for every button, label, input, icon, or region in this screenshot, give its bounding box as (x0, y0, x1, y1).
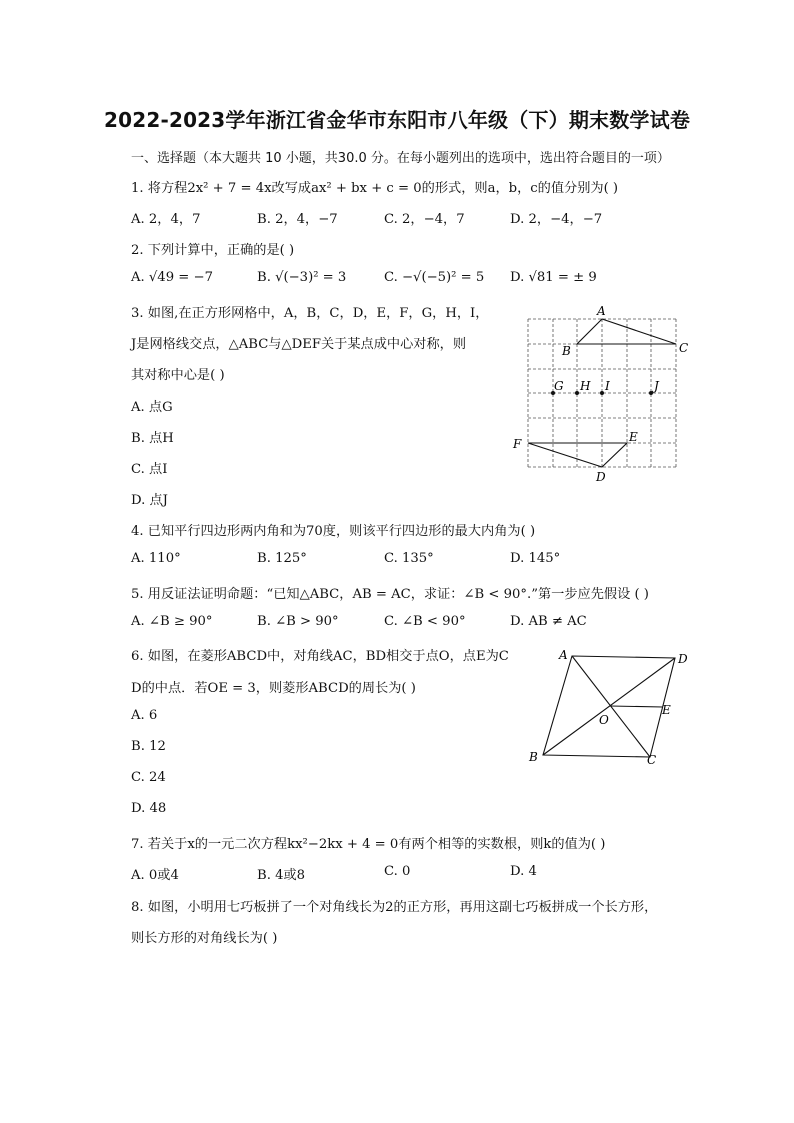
question-3-option-c[interactable]: C. 点I (131, 462, 168, 477)
question-8-line-1: 8. 如图，小明用七巧板拼了一个对角线长为2的正方形，再用这副七巧板拼成一个长方形， (131, 900, 658, 915)
question-2-option-d[interactable]: D. √81 = ± 9 (510, 270, 597, 285)
question-3-grid-figure (508, 302, 688, 486)
question-3-line-1: 3. 如图,在正方形网格中，A，B，C，D，E，F，G，H，I， (131, 306, 489, 321)
question-6-line-1: 6. 如图，在菱形ABCD中，对角线AC，BD相交于点O，点E为C (131, 649, 509, 664)
question-1-text: 1. 将方程2x² + 7 = 4x改写成ax² + bx + c = 0的形式，则a，b，c的值分别为( ) (131, 181, 619, 196)
question-1-option-a[interactable]: A. 2，4，7 (131, 212, 201, 227)
question-2-option-c[interactable]: C. −√(−5)² = 5 (384, 270, 485, 285)
question-6-option-b[interactable]: B. 12 (131, 739, 166, 754)
question-5-option-a[interactable]: A. ∠B ≥ 90° (131, 614, 213, 629)
vertex-label-a: A (559, 648, 568, 662)
question-1-option-c[interactable]: C. 2，−4，7 (384, 212, 465, 227)
question-2-option-b[interactable]: B. √(−3)² = 3 (257, 270, 347, 285)
vertex-label-o: O (599, 713, 609, 727)
question-7-option-c[interactable]: C. 0 (384, 864, 411, 879)
point-label-i: I (605, 379, 610, 393)
point-label-j: J (654, 379, 659, 393)
vertex-label-c: C (647, 753, 657, 767)
page-title: 2022-2023学年浙江省金华市东阳市八年级（下）期末数学试卷 (103, 108, 691, 132)
question-4-option-a[interactable]: A. 110° (131, 551, 181, 566)
question-4-option-b[interactable]: B. 125° (257, 551, 307, 566)
question-4-option-c[interactable]: C. 135° (384, 551, 434, 566)
question-6-option-a[interactable]: A. 6 (131, 708, 158, 723)
vertex-label-b: B (529, 750, 538, 764)
section-heading: 一、选择题（本大题共 10 小题，共30.0 分。在每小题列出的选项中，选出符合题目的一项） (131, 151, 670, 166)
point-label-e: E (629, 430, 638, 444)
vertex-label-d: D (678, 652, 688, 666)
question-3-line-3: 其对称中心是( ) (131, 368, 225, 383)
question-2-option-a[interactable]: A. √49 = −7 (131, 270, 213, 285)
question-3-line-2: J是网格线交点，△ABC与△DEF关于某点成中心对称，则 (131, 337, 467, 352)
question-6-line-2: D的中点．若OE = 3，则菱形ABCD的周长为( ) (131, 681, 416, 696)
question-6-option-d[interactable]: D. 48 (131, 801, 167, 816)
question-2-text: 2. 下列计算中，正确的是( ) (131, 243, 295, 258)
question-6-option-c[interactable]: C. 24 (131, 770, 166, 785)
point-label-h: H (580, 379, 591, 393)
point-label-b: B (562, 344, 571, 358)
question-5-text: 5. 用反证法证明命题：“已知△ABC，AB = AC，求证：∠B < 90°.”第一步应先假设 ( ) (131, 587, 649, 602)
point-label-f: F (513, 437, 522, 451)
question-7-option-b[interactable]: B. 4或8 (257, 868, 306, 883)
question-5-option-c[interactable]: C. ∠B < 90° (384, 614, 466, 629)
question-3-option-a[interactable]: A. 点G (131, 400, 173, 415)
question-1-option-d[interactable]: D. 2，−4，−7 (510, 212, 603, 227)
question-7-text: 7. 若关于x的一元二次方程kx²−2kx + 4 = 0有两个相等的实数根，则k的值为( ) (131, 837, 606, 852)
question-6-rhombus-figure (524, 644, 704, 778)
question-1-option-b[interactable]: B. 2，4，−7 (257, 212, 338, 227)
question-5-option-d[interactable]: D. AB ≠ AC (510, 614, 587, 629)
point-label-d: D (596, 470, 606, 482)
question-4-option-d[interactable]: D. 145° (510, 551, 561, 566)
question-7-option-d[interactable]: D. 4 (510, 864, 537, 879)
point-label-c: C (679, 341, 688, 355)
vertex-label-e: E (662, 703, 671, 717)
question-7-option-a[interactable]: A. 0或4 (131, 868, 179, 883)
point-label-a: A (597, 304, 606, 318)
question-8-line-2: 则长方形的对角线长为( ) (131, 931, 278, 946)
question-4-text: 4. 已知平行四边形两内角和为70度，则该平行四边形的最大内角为( ) (131, 524, 536, 539)
question-3-option-b[interactable]: B. 点H (131, 431, 174, 446)
question-5-option-b[interactable]: B. ∠B > 90° (257, 614, 339, 629)
question-3-option-d[interactable]: D. 点J (131, 493, 168, 508)
point-label-g: G (554, 379, 564, 393)
